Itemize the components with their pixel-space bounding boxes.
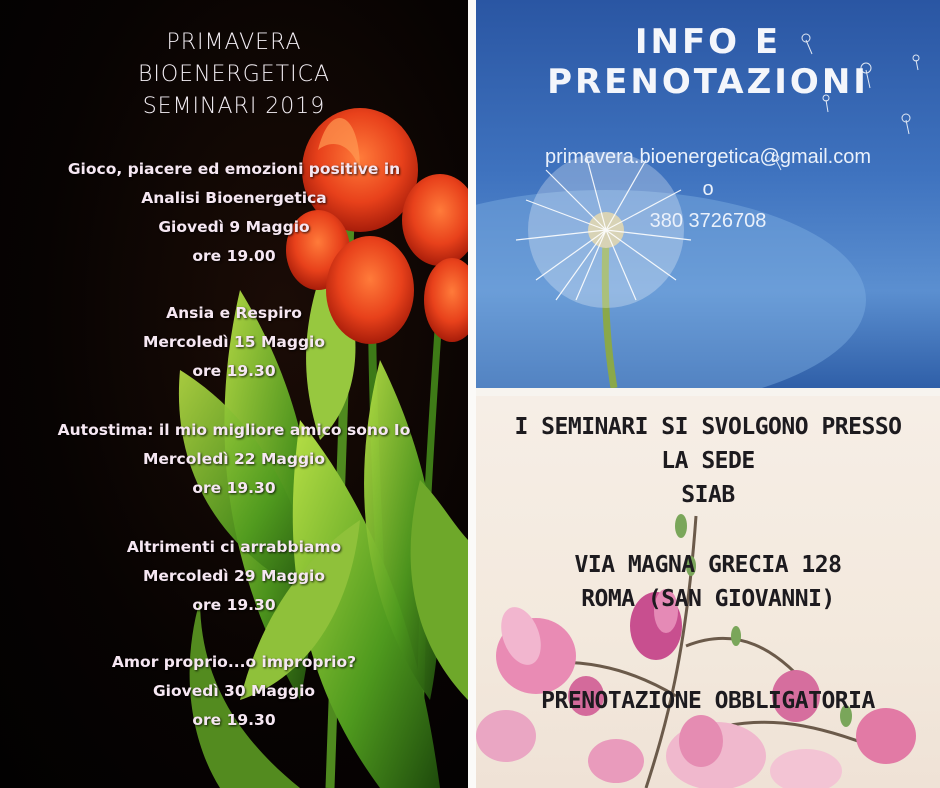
event-4 [0,533,468,620]
event-title: Altrimenti ci arrabbiamo [126,538,342,556]
event-5 [0,648,468,735]
divider [476,388,940,396]
venue-line: LA SEDE [661,448,755,474]
event-date: Giovedì 30 Maggio [152,682,316,700]
divider [468,0,476,788]
seminar-panel [0,0,468,788]
event-date: Mercoledì 29 Maggio [142,567,326,585]
event-time: ore 19.30 [192,596,276,614]
event-title: Autostima: il mio migliore amico sono Io [57,421,411,439]
event-1 [0,155,468,271]
event-title: Amor proprio...o improprio? [111,653,357,671]
event-title: Analisi Bioenergetica [141,189,327,207]
info-panel [476,0,940,388]
event-date: Giovedì 9 Maggio [158,218,310,236]
event-time: ore 19.30 [192,479,276,497]
venue-panel [476,396,940,788]
title-line-1: PRIMAVERA [166,30,302,55]
phone-number[interactable]: 380 3726708 [649,210,767,232]
booking-note: PRENOTAZIONE OBBLIGATORIA [541,688,875,714]
event-date: Mercoledì 15 Maggio [142,333,326,351]
event-title: Ansia e Respiro [166,304,302,322]
info-title [476,22,940,102]
title-line-3: SEMINARI 2019 [142,94,326,119]
email-link[interactable]: primavera.bioenergetica@gmail.com [545,146,871,168]
event-time: ore 19.30 [192,362,276,380]
event-title: Gioco, piacere ed emozioni positive in [67,160,401,178]
event-date: Mercoledì 22 Maggio [142,450,326,468]
venue-name: SIAB [681,482,735,508]
venue-street: VIA MAGNA GRECIA 128 [574,552,842,578]
event-time: ore 19.30 [192,711,276,729]
event-time: ore 19.00 [192,247,276,265]
event-2 [0,299,468,386]
info-title-line-1: INFO E [634,22,782,62]
venue-intro: I SEMINARI SI SVOLGONO PRESSO [514,414,902,440]
event-3 [0,416,468,503]
or-text: o [702,178,714,200]
venue-city: ROMA (SAN GIOVANNI) [581,586,835,612]
info-title-line-2: PRENOTAZIONI [547,62,869,102]
title-line-2: BIOENERGETICA [137,62,331,87]
